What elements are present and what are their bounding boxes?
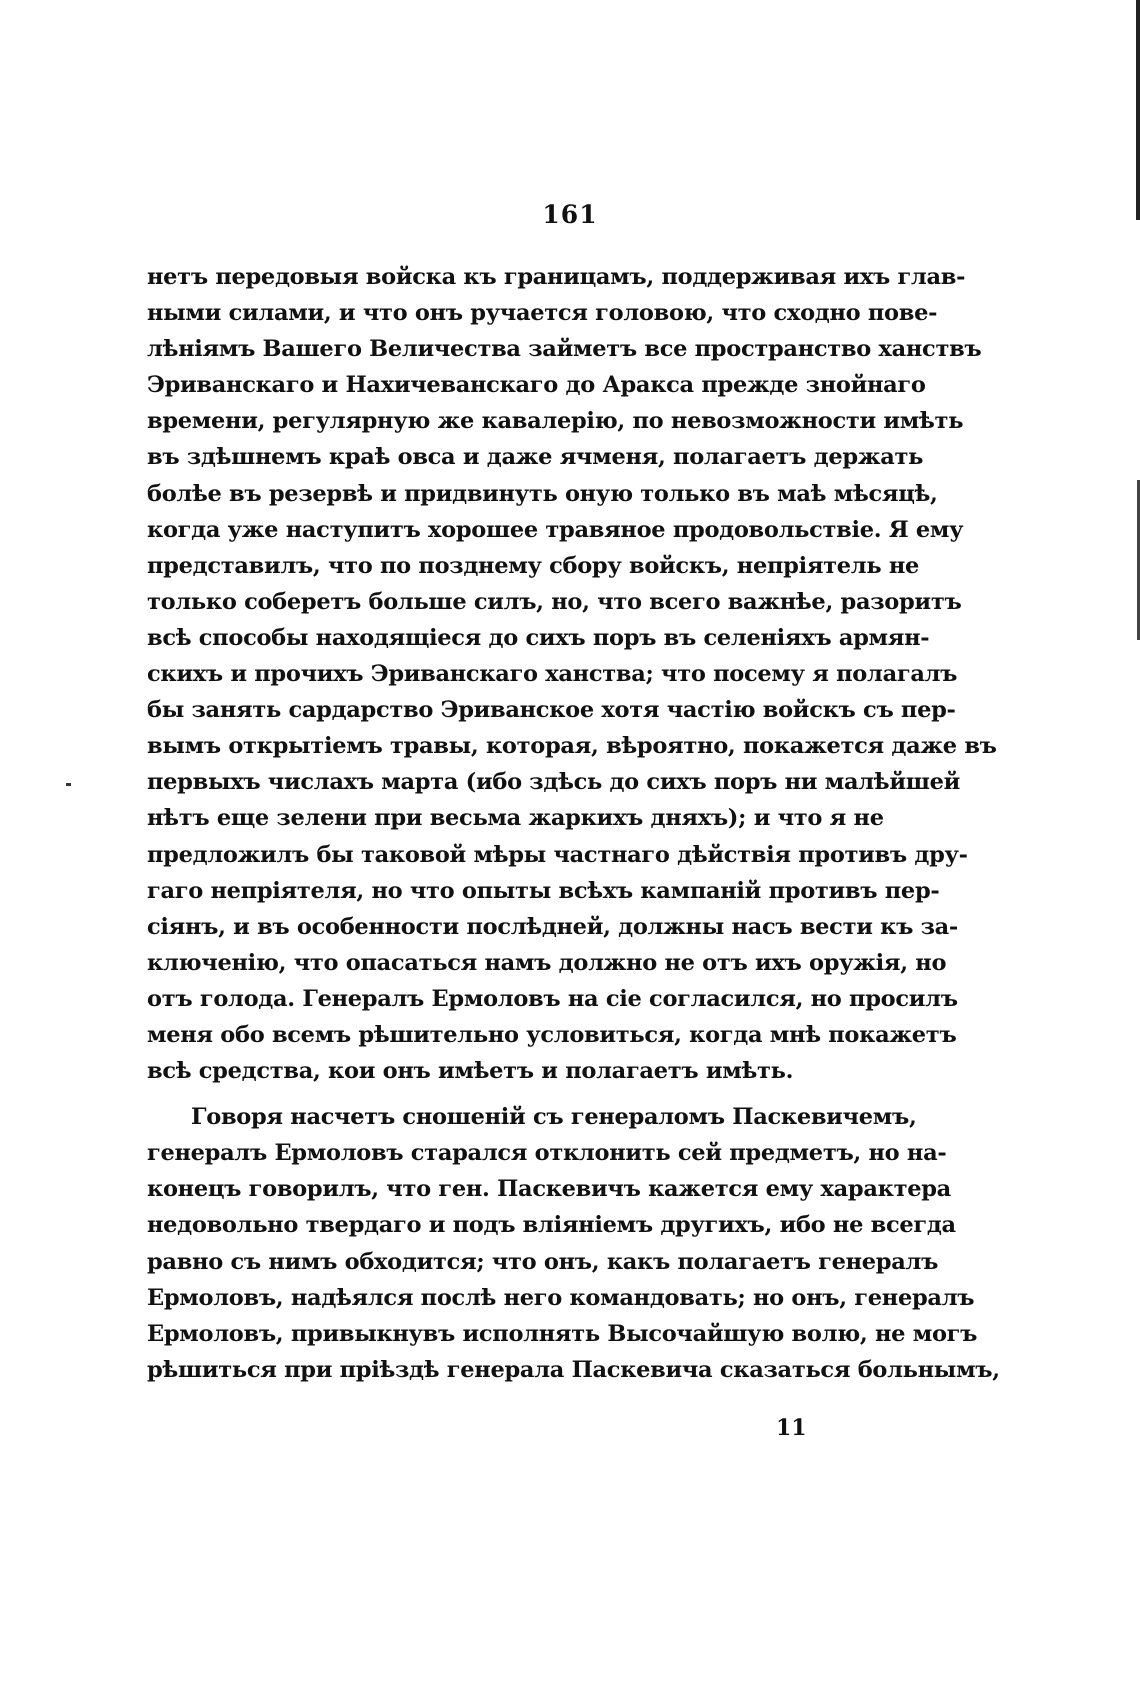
scan-edge-mark [1136, 0, 1140, 220]
text-line: всѣ способы находящіеся до сихъ поръ въ селеніяхъ армян- [147, 624, 930, 651]
text-line: бы занять сардарство Эриванское хотя частію войскъ съ пер- [147, 697, 956, 724]
text-line: Ермоловъ, привыкнувъ исполнять Высочайшую волю, не могъ [147, 1320, 978, 1347]
text-line: въ здѣшнемъ краѣ овса и даже ячменя, полагаетъ держать [147, 444, 924, 471]
text-line: ключенію, что опасаться намъ должно не отъ ихъ оружія, но [147, 949, 947, 976]
text-line: сіянъ, и въ особенности послѣдней, должны насъ вести къ за- [147, 913, 958, 940]
text-line: недовольно твердаго и подъ вліяніемъ другихъ, ибо не всегда [147, 1212, 956, 1239]
text-line: скихъ и прочихъ Эриванскаго ханства; что посему я полагалъ [147, 661, 958, 688]
text-line: когда уже наступитъ хорошее травяное продовольствіе. Я ему [147, 516, 964, 543]
text-line: конецъ говорилъ, что ген. Паскевичъ кажется ему характера [147, 1176, 951, 1203]
text-line: только соберетъ больше силъ, но, что всего важнѣе, разоритъ [147, 588, 962, 615]
text-line: отъ голода. Генералъ Ермоловъ на сіе согласился, но просилъ [147, 985, 958, 1012]
text-line: гаго непріятеля, но что опыты всѣхъ кампаній противъ пер- [147, 877, 940, 904]
text-line: нѣтъ еще зелени при весьма жаркихъ дняхъ); и что я не [147, 805, 884, 832]
body-text [147, 259, 1000, 1388]
text-line: равно съ нимъ обходится; что онъ, какъ полагаетъ генералъ [147, 1248, 939, 1275]
text-line: всѣ средства, кои онъ имѣетъ и полагаетъ имѣть. [147, 1058, 794, 1085]
text-line: болѣе въ резервѣ и придвинуть оную только въ маѣ мѣсяцѣ, [147, 480, 938, 507]
text-line: Говоря насчетъ сношеній съ генераломъ Паскевичемъ, [191, 1104, 917, 1131]
text-line: Ермоловъ, надѣялся послѣ него командовать; но онъ, генералъ [147, 1284, 975, 1311]
text-line: меня обо всемъ рѣшительно условиться, когда мнѣ покажетъ [147, 1021, 957, 1048]
text-line: лѣніямъ Вашего Величества займетъ все пространство ханствъ [147, 336, 982, 363]
text-line: генералъ Ермоловъ старался отклонить сей предметъ, но на- [147, 1140, 947, 1167]
text-line: вымъ открытіемъ травы, которая, вѣроятно, покажется даже въ [147, 733, 997, 760]
text-line: предложилъ бы таковой мѣры частнаго дѣйствія противъ дру- [147, 841, 968, 868]
text-line: первыхъ числахъ марта (ибо здѣсь до сихъ поръ ни малѣйшей [147, 769, 960, 796]
scan-speck [66, 783, 71, 786]
text-line: нетъ передовыя войска къ границамъ, поддерживая ихъ глав- [147, 264, 966, 290]
text-line: Эриванскаго и Нахичеванскаго до Аракса прежде знойнаго [147, 372, 926, 399]
text-line: времени, регулярную же кавалерію, по невозможности имѣть [147, 408, 964, 435]
text-line: рѣшиться при пріѣздѣ генерала Паскевича сказаться больнымъ, [147, 1356, 1000, 1383]
paragraph-gap [147, 1089, 853, 1099]
signature-mark: 11 [776, 1415, 807, 1441]
text-line: ными силами, и что онъ ручается головою, что сходно пове- [147, 300, 938, 327]
text-line: представилъ, что по позднему сбору войскъ, непріятель не [147, 552, 920, 579]
page-number: 161 [542, 200, 598, 229]
